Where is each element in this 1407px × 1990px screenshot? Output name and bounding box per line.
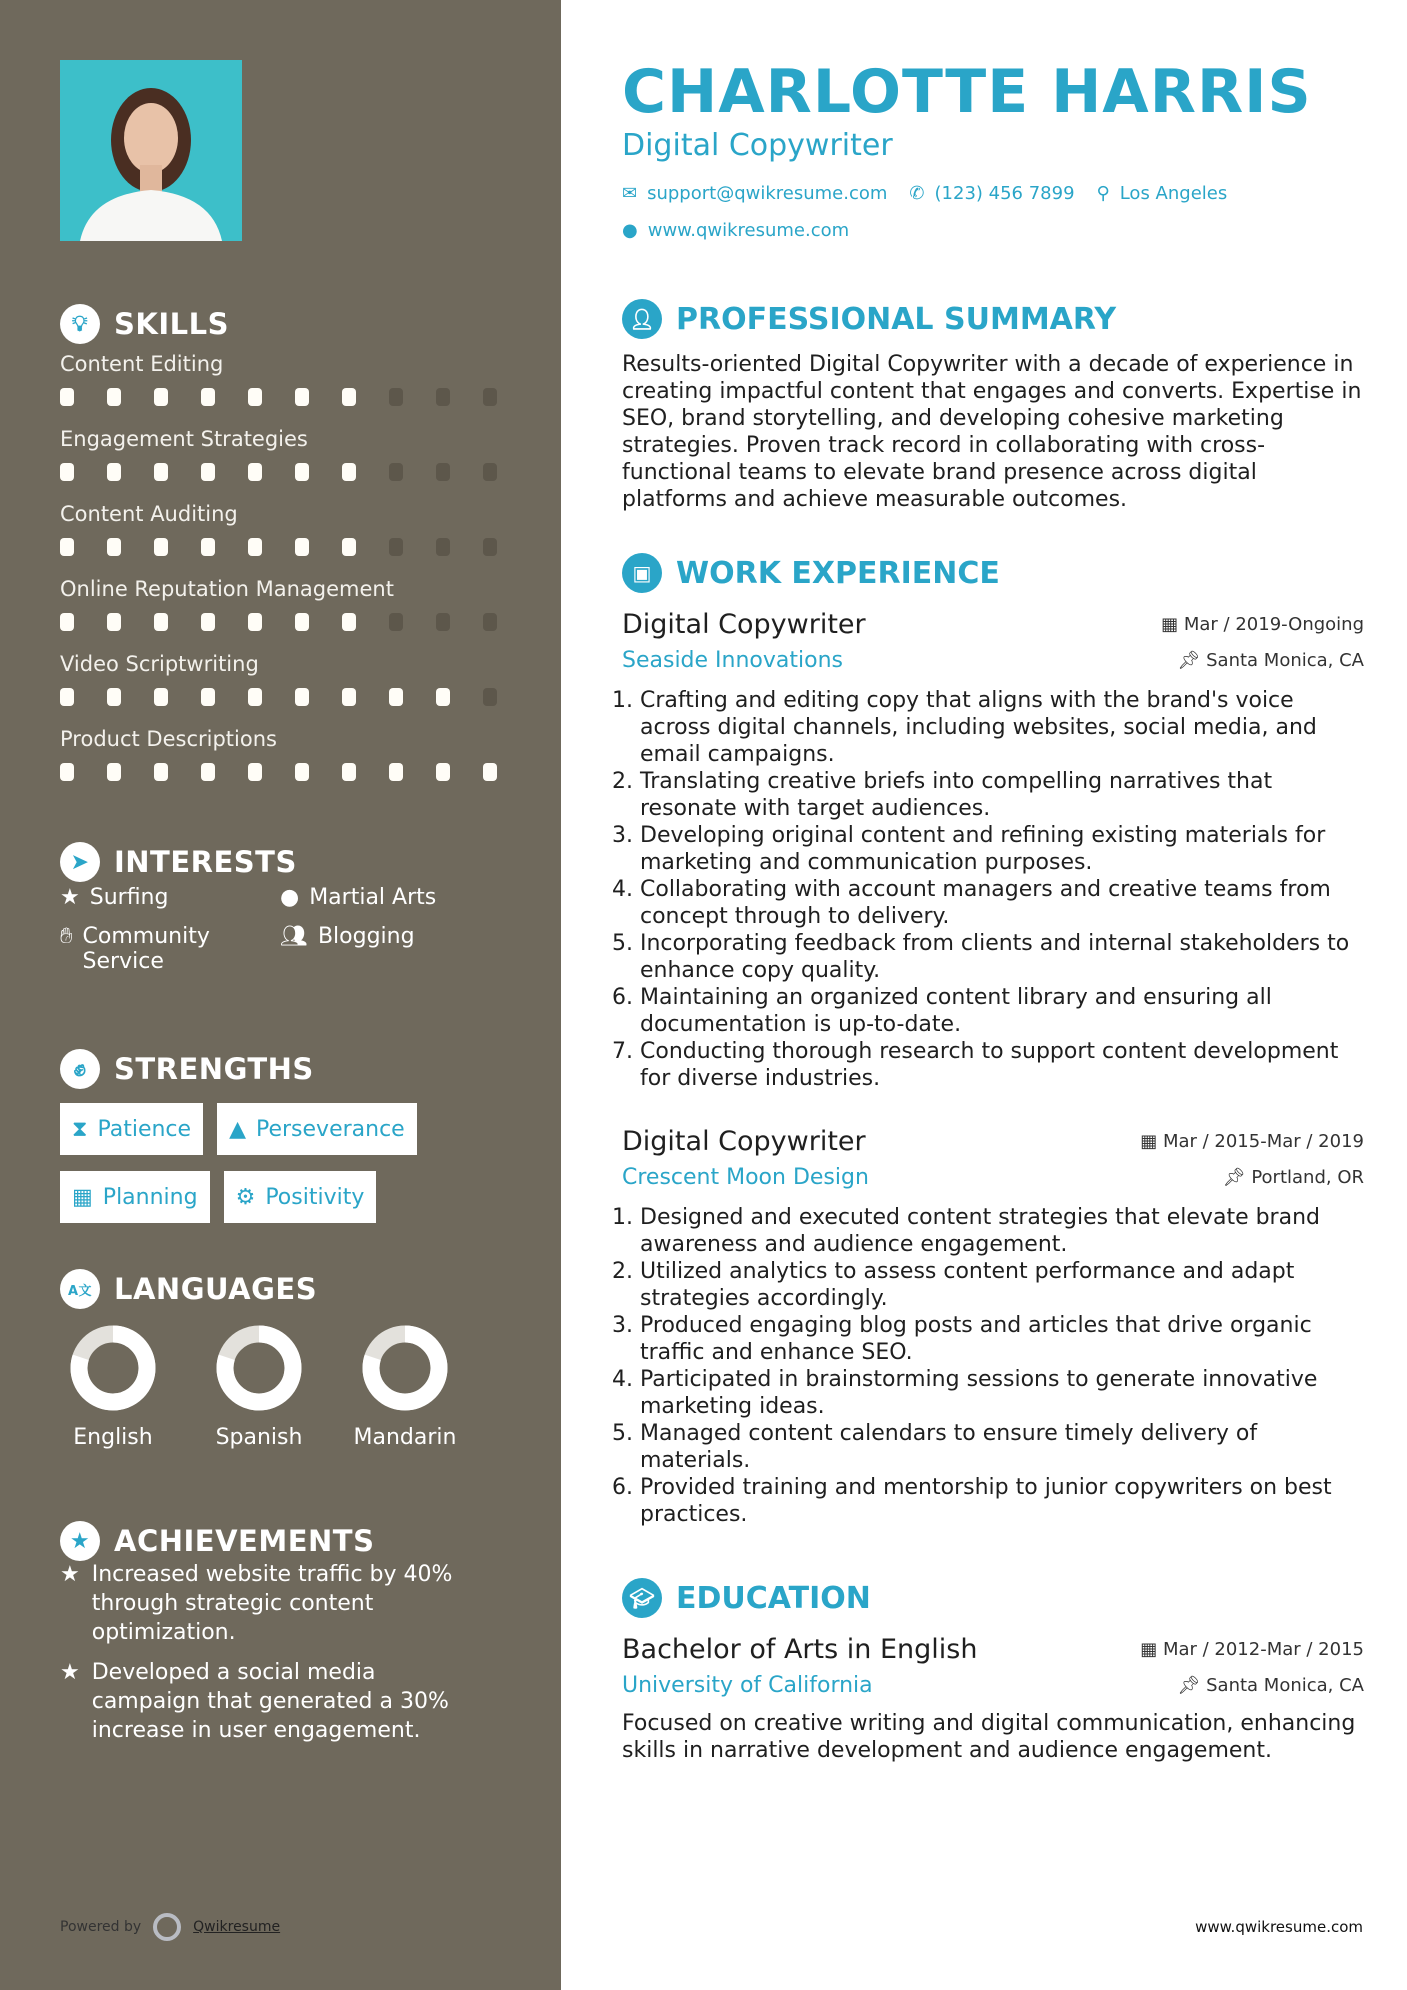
rating-dot — [154, 463, 168, 481]
rating-dot — [436, 388, 450, 406]
powered-by: Powered by Qwikresume — [60, 1913, 280, 1941]
interest-item: ★ Surfing — [60, 885, 169, 910]
calendar-icon: ▦ — [1140, 1131, 1163, 1152]
rating-dot — [60, 688, 74, 706]
rating-dot — [107, 463, 121, 481]
rating-dot — [342, 463, 356, 481]
languages-heading: A文 LANGUAGES — [60, 1269, 317, 1309]
skill-item — [60, 352, 510, 427]
degree: Bachelor of Arts in English — [622, 1634, 978, 1665]
skills-list — [60, 352, 510, 802]
rating-dot — [389, 538, 403, 556]
phone-text: (123) 456 7899 — [934, 183, 1075, 204]
job-entry — [622, 609, 1364, 1092]
skill-rating — [60, 538, 510, 556]
pin-icon: 📌︎ — [1177, 650, 1207, 671]
duty-item: 2. Utilized analytics to assess content performance and adapt strategies accordingly. — [640, 1258, 1364, 1312]
duty-item: 6. Provided training and mentorship to junior copywriters on best practices. — [640, 1474, 1364, 1528]
skill-item — [60, 577, 510, 652]
hand-icon: ✋︎ — [60, 924, 73, 949]
main-content — [561, 0, 1407, 1990]
job-role: Digital Copywriter — [622, 1126, 866, 1157]
language-name: Mandarin — [353, 1425, 457, 1450]
rating-dot — [107, 688, 121, 706]
skill-item — [60, 727, 510, 802]
rating-dot — [154, 538, 168, 556]
rating-dot — [248, 463, 262, 481]
rating-dot — [201, 388, 215, 406]
rating-dot — [436, 463, 450, 481]
rating-dot — [483, 538, 497, 556]
rating-dot — [295, 763, 309, 781]
achievements-heading: ★ ACHIEVEMENTS — [60, 1521, 374, 1561]
skill-name: Online Reputation Management — [60, 577, 394, 601]
education-heading: 🎓︎ EDUCATION — [622, 1578, 1364, 1618]
duty-item: 1. Crafting and editing copy that aligns with the brand's voice across digital channels, including websites, social media, and email campaigns. — [640, 687, 1364, 768]
education-location: Santa Monica, CA — [1206, 1675, 1364, 1696]
language-name: Spanish — [215, 1425, 303, 1450]
language-donut — [362, 1325, 448, 1411]
rating-dot — [295, 463, 309, 481]
duty-item: 6. Maintaining an organized content library and ensuring all documentation is up-to-date. — [640, 984, 1364, 1038]
company: Crescent Moon Design — [622, 1165, 869, 1190]
rating-dot — [248, 388, 262, 406]
strengths-heading: ✊︎ STRENGTHS — [60, 1049, 314, 1089]
rating-dot — [248, 688, 262, 706]
job-title: Digital Copywriter — [622, 128, 893, 163]
interest-item: 👥︎ Blogging — [280, 924, 500, 974]
job-dates: Mar / 2019-Ongoing — [1183, 614, 1364, 635]
strength-badge: ▲ Perseverance — [217, 1103, 417, 1155]
interest-item: ● Martial Arts — [280, 885, 437, 910]
duty-item: 1. Designed and executed content strategies that elevate brand awareness and audience engagement. — [640, 1204, 1364, 1258]
job-entry — [622, 1126, 1364, 1528]
achievement-item: ★ Increased website traffic by 40% through strategic content optimization. — [60, 1562, 453, 1645]
rating-dot — [389, 388, 403, 406]
duty-item: 2. Translating creative briefs into compelling narratives that resonate with target audiences. — [640, 768, 1364, 822]
rating-dot — [60, 388, 74, 406]
language-donut — [70, 1325, 156, 1411]
rating-dot — [342, 688, 356, 706]
duty-item: 4. Collaborating with account managers and creative teams from concept through to delivery. — [640, 876, 1364, 930]
rating-dot — [342, 388, 356, 406]
rating-dot — [248, 613, 262, 631]
skill-rating — [60, 763, 510, 781]
skill-item — [60, 652, 510, 727]
skills-heading: 💡︎ SKILLS — [60, 304, 229, 344]
rating-dot — [107, 763, 121, 781]
lightbulb-icon: 💡︎ — [60, 304, 100, 344]
education-entry — [622, 1634, 1364, 1764]
rating-dot — [201, 688, 215, 706]
pin-icon: 📌︎ — [1177, 1675, 1207, 1696]
pin-icon: 📌︎ — [1222, 1167, 1252, 1188]
skill-item — [60, 502, 510, 577]
contact-row — [622, 183, 1364, 204]
job-role: Digital Copywriter — [622, 609, 866, 640]
email-link[interactable]: support@qwikresume.com — [647, 183, 888, 204]
education-text: Focused on creative writing and digital communication, enhancing skills in narrative development and audience engagement. — [622, 1711, 1356, 1763]
rating-dot — [201, 538, 215, 556]
summary-heading: 👤︎ PROFESSIONAL SUMMARY — [622, 299, 1364, 339]
qwikresume-logo-icon — [153, 1913, 181, 1941]
rating-dot — [389, 688, 403, 706]
duty-item: 3. Developing original content and refining existing materials for marketing and communication purposes. — [640, 822, 1364, 876]
rating-dot — [389, 763, 403, 781]
map-pin-icon: ⚲ — [1096, 183, 1110, 204]
qwikresume-link[interactable]: Qwikresume — [193, 1919, 281, 1935]
rating-dot — [154, 388, 168, 406]
language-item — [60, 1325, 166, 1450]
rating-dot — [295, 688, 309, 706]
skill-rating — [60, 388, 510, 406]
rating-dot — [483, 388, 497, 406]
star-icon: ★ — [60, 885, 80, 910]
rating-dot — [483, 688, 497, 706]
rating-dot — [201, 613, 215, 631]
calendar-icon: ▦ — [1161, 614, 1184, 635]
skill-rating — [60, 688, 510, 706]
job-duties — [622, 687, 1364, 1092]
star-icon: ★ — [60, 1562, 80, 1587]
interests-list — [60, 885, 510, 974]
rating-dot — [107, 388, 121, 406]
rating-dot — [436, 688, 450, 706]
strength-badge: ⧗ Patience — [60, 1103, 203, 1155]
road-icon: ▲ — [229, 1116, 246, 1142]
gear-icon: ⚙ — [235, 1184, 256, 1210]
candidate-name: CHARLOTTE HARRIS — [622, 57, 1312, 127]
phone-icon: ✆ — [909, 183, 925, 204]
language-name: English — [73, 1425, 153, 1450]
skill-name: Content Auditing — [60, 502, 238, 526]
location-text: Los Angeles — [1119, 183, 1228, 204]
duty-item: 5. Incorporating feedback from clients and internal stakeholders to enhance copy quality. — [640, 930, 1364, 984]
globe-icon: ● — [280, 885, 300, 910]
rating-dot — [154, 688, 168, 706]
duty-item: 5. Managed content calendars to ensure timely delivery of materials. — [640, 1420, 1364, 1474]
summary-text: Results-oriented Digital Copywriter with a decade of experience in creating impactful content that engages and converts. Expertise in SEO, brand storytelling, and developing cohesive marketing strategies. Proven track record in collaborating with cross-functional teams to elevate brand presence across digital platforms and achieve measurable outcomes. — [622, 352, 1362, 512]
experience-heading: ▣ WORK EXPERIENCE — [622, 553, 1364, 593]
language-donut — [216, 1325, 302, 1411]
profile-photo — [60, 60, 242, 241]
rating-dot — [295, 613, 309, 631]
rating-dot — [483, 463, 497, 481]
hourglass-icon: ⧗ — [72, 1116, 88, 1142]
skill-item — [60, 427, 510, 502]
rating-dot — [107, 613, 121, 631]
users-icon: 👥︎ — [280, 924, 308, 949]
skill-name: Product Descriptions — [60, 727, 277, 751]
skill-rating — [60, 613, 510, 631]
job-location: Portland, OR — [1251, 1167, 1364, 1188]
rating-dot — [483, 613, 497, 631]
job-dates: Mar / 2015-Mar / 2019 — [1162, 1131, 1364, 1152]
envelope-icon: ✉ — [622, 183, 638, 204]
rating-dot — [154, 613, 168, 631]
duty-item: 3. Produced engaging blog posts and articles that drive organic traffic and enhance SEO. — [640, 1312, 1364, 1366]
rating-dot — [342, 763, 356, 781]
strength-badge: ⚙ Positivity — [224, 1171, 377, 1223]
rating-dot — [295, 388, 309, 406]
calendar-icon: ▦ — [1140, 1639, 1163, 1660]
rating-dot — [436, 763, 450, 781]
rating-dot — [389, 463, 403, 481]
rating-dot — [60, 463, 74, 481]
rating-dot — [201, 463, 215, 481]
rating-dot — [154, 763, 168, 781]
rating-dot — [248, 538, 262, 556]
graduation-icon: 🎓︎ — [622, 1578, 662, 1618]
job-location: Santa Monica, CA — [1206, 650, 1364, 671]
strengths-list — [60, 1103, 520, 1223]
rating-dot — [60, 763, 74, 781]
company: Seaside Innovations — [622, 648, 843, 673]
website-row — [622, 220, 1364, 241]
rating-dot — [248, 763, 262, 781]
sidebar — [0, 0, 561, 1990]
skill-name: Content Editing — [60, 352, 224, 376]
language-item — [352, 1325, 458, 1450]
skill-name: Video Scriptwriting — [60, 652, 259, 676]
job-duties — [622, 1204, 1364, 1528]
rating-dot — [60, 538, 74, 556]
education-dates: Mar / 2012-Mar / 2015 — [1162, 1639, 1364, 1660]
duty-item: 7. Conducting thorough research to support content development for diverse industries. — [640, 1038, 1364, 1092]
language-icon: A文 — [60, 1269, 100, 1309]
rating-dot — [60, 613, 74, 631]
rating-dot — [389, 613, 403, 631]
paper-plane-icon: ➤ — [60, 842, 100, 882]
duty-item: 4. Participated in brainstorming sessions to generate innovative marketing ideas. — [640, 1366, 1364, 1420]
strength-badge: ▦ Planning — [60, 1171, 210, 1223]
achievements-list — [60, 1560, 490, 1756]
website-link[interactable]: www.qwikresume.com — [647, 220, 850, 241]
trophy-star-icon: ★ — [60, 1521, 100, 1561]
languages-list — [60, 1325, 458, 1450]
rating-dot — [436, 538, 450, 556]
rating-dot — [107, 538, 121, 556]
rating-dot — [201, 763, 215, 781]
rating-dot — [295, 538, 309, 556]
footer-website: www.qwikresume.com — [1195, 1918, 1363, 1936]
skill-name: Engagement Strategies — [60, 427, 308, 451]
interest-item: ✋︎ Community Service — [60, 924, 210, 974]
achievement-item: ★ Developed a social media campaign that generated a 30% increase in user engagement. — [60, 1660, 449, 1743]
skill-rating — [60, 463, 510, 481]
interests-heading: ➤ INTERESTS — [60, 842, 297, 882]
star-icon: ★ — [60, 1660, 80, 1685]
rating-dot — [483, 763, 497, 781]
user-icon: 👤︎ — [622, 299, 662, 339]
briefcase-icon: ▣ — [622, 553, 662, 593]
rating-dot — [342, 538, 356, 556]
fist-icon: ✊︎ — [60, 1049, 100, 1089]
globe-icon: ● — [622, 220, 638, 241]
rating-dot — [436, 613, 450, 631]
language-item — [206, 1325, 312, 1450]
calendar-icon: ▦ — [72, 1184, 93, 1210]
rating-dot — [342, 613, 356, 631]
school: University of California — [622, 1673, 873, 1698]
